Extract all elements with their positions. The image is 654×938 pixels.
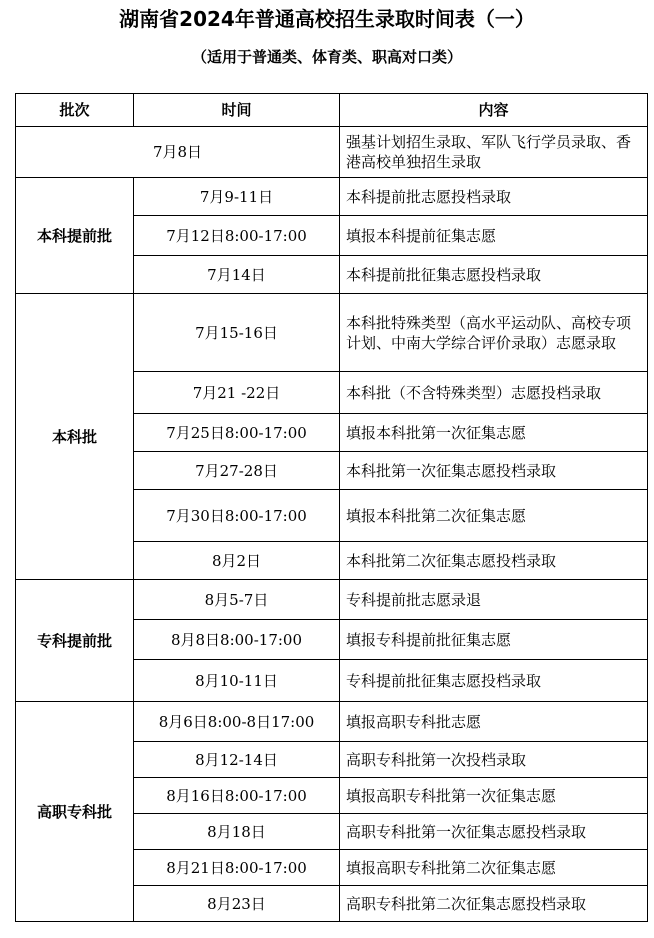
table-header-row: [16, 94, 648, 127]
row-time: 7月12日8:00-17:00: [134, 216, 340, 256]
header-content: 内容: [340, 94, 648, 127]
row-time: 7月21 -22日: [134, 372, 340, 414]
page-title: 湖南省2024年普通高校招生录取时间表（一）: [119, 7, 535, 31]
row-content: 本科批第二次征集志愿投档录取: [340, 542, 648, 580]
batch-cell-undergrad: 本科批: [16, 294, 134, 580]
header-batch: 批次: [16, 94, 134, 127]
row-content: 填报本科批第二次征集志愿: [340, 490, 648, 542]
row-content: 高职专科批第一次投档录取: [340, 742, 648, 778]
row-content: 高职专科批第一次征集志愿投档录取: [340, 814, 648, 850]
row-time: 8月12-14日: [134, 742, 340, 778]
row-content: 本科批第一次征集志愿投档录取: [340, 452, 648, 490]
row-time: 7月14日: [134, 256, 340, 294]
row-content: 本科批（不含特殊类型）志愿投档录取: [340, 372, 648, 414]
row-content: 填报本科提前征集志愿: [340, 216, 648, 256]
row-time: 8月8日8:00-17:00: [134, 620, 340, 660]
batch-cell-vocational-early: 专科提前批: [16, 580, 134, 702]
row-content: 本科提前批志愿投档录取: [340, 178, 648, 216]
row-time: 7月25日8:00-17:00: [134, 414, 340, 452]
row-content: 填报专科提前批征集志愿: [340, 620, 648, 660]
row-time: 8月10-11日: [134, 660, 340, 702]
row-content: 填报本科批第一次征集志愿: [340, 414, 648, 452]
table-row: [16, 127, 648, 178]
row-content: 高职专科批第二次征集志愿投档录取: [340, 886, 648, 922]
batch-cell-undergrad-early: 本科提前批: [16, 178, 134, 294]
row-time: 7月30日8:00-17:00: [134, 490, 340, 542]
row-content: 填报高职专科批志愿: [340, 702, 648, 742]
row-time: 8月2日: [134, 542, 340, 580]
page-subtitle: （适用于普通类、体育类、职高对口类）: [191, 48, 462, 66]
table-row: [16, 178, 648, 216]
row-content: 填报高职专科批第二次征集志愿: [340, 850, 648, 886]
row-time: 7月8日: [16, 127, 340, 178]
row-time: 7月9-11日: [134, 178, 340, 216]
row-content: 专科提前批志愿录退: [340, 580, 648, 620]
row-content: 填报高职专科批第一次征集志愿: [340, 778, 648, 814]
header-time: 时间: [134, 94, 340, 127]
row-content: 强基计划招生录取、军队飞行学员录取、香港高校单独招生录取: [340, 127, 648, 178]
row-time: 8月21日8:00-17:00: [134, 850, 340, 886]
row-time: 8月5-7日: [134, 580, 340, 620]
batch-cell-higher-vocational: 高职专科批: [16, 702, 134, 922]
row-time: 7月27-28日: [134, 452, 340, 490]
table-row: [16, 580, 648, 620]
row-time: 8月16日8:00-17:00: [134, 778, 340, 814]
row-time: 8月18日: [134, 814, 340, 850]
row-content: 本科提前批征集志愿投档录取: [340, 256, 648, 294]
row-time: 7月15-16日: [134, 294, 340, 372]
table-row: [16, 294, 648, 372]
row-time: 8月6日8:00-8日17:00: [134, 702, 340, 742]
row-time: 8月23日: [134, 886, 340, 922]
admission-schedule-table: [15, 93, 648, 922]
row-content: 本科批特殊类型（高水平运动队、高校专项计划、中南大学综合评价录取）志愿录取: [340, 294, 648, 372]
row-content: 专科提前批征集志愿投档录取: [340, 660, 648, 702]
table-row: [16, 702, 648, 742]
